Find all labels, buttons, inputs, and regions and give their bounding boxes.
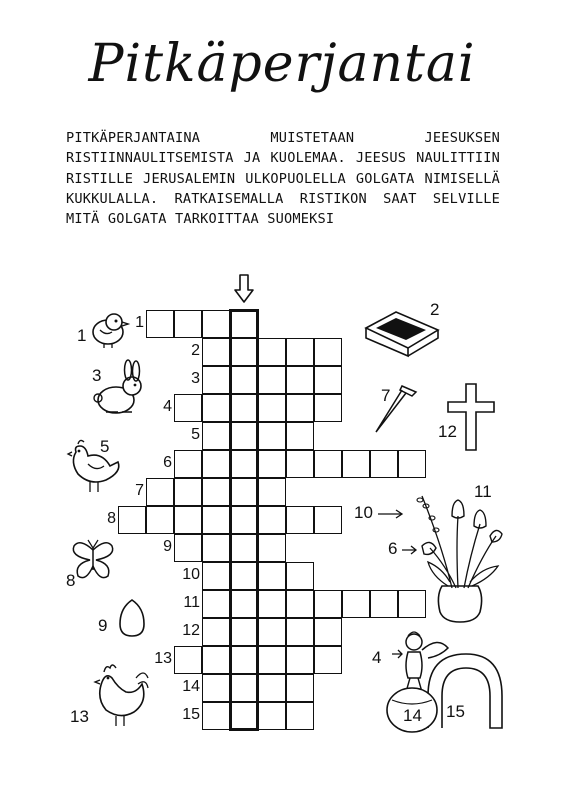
picture-number: 6 xyxy=(388,539,398,558)
crossword-cell[interactable] xyxy=(286,394,314,422)
picture-number: 9 xyxy=(98,616,108,635)
solution-column xyxy=(229,309,259,731)
clue-number: 4 xyxy=(163,398,172,415)
crossword-cell[interactable] xyxy=(202,338,230,366)
crossword-cell[interactable] xyxy=(258,506,286,534)
crossword-cell[interactable] xyxy=(314,506,342,534)
crossword-cell[interactable] xyxy=(202,310,230,338)
clue-number: 7 xyxy=(135,482,144,499)
crossword-cell[interactable] xyxy=(258,422,286,450)
crossword-cell[interactable] xyxy=(202,618,230,646)
picture-number: 8 xyxy=(66,571,76,590)
crossword-cell[interactable] xyxy=(314,338,342,366)
egg-icon xyxy=(116,598,148,638)
rabbit-icon xyxy=(92,360,148,418)
crossword-cell[interactable] xyxy=(258,618,286,646)
clue-number: 2 xyxy=(191,342,200,359)
crossword-cell[interactable] xyxy=(258,646,286,674)
crossword-cell[interactable] xyxy=(398,450,426,478)
crossword-cell[interactable] xyxy=(258,394,286,422)
crossword-cell[interactable] xyxy=(202,394,230,422)
willow-icon xyxy=(376,508,406,520)
crossword-cell[interactable] xyxy=(202,646,230,674)
butterfly-icon xyxy=(70,538,116,582)
crossword-cell[interactable] xyxy=(174,534,202,562)
picture-number: 12 xyxy=(438,422,457,441)
clue-number: 3 xyxy=(191,370,200,387)
crossword-cell[interactable] xyxy=(342,590,370,618)
rooster-icon xyxy=(92,658,150,728)
picture-number: 15 xyxy=(446,702,465,721)
page-title: Pitkäperjantai xyxy=(88,34,476,94)
crossword-cell[interactable] xyxy=(286,506,314,534)
crossword-cell[interactable] xyxy=(202,422,230,450)
picture-number: 7 xyxy=(381,386,391,405)
intro-text: PITKÄPERJANTAINA MUISTETAAN JEESUKSEN RISTIINNAULITSEMISTA JA KUOLEMAA. JEESUS NAULITTIIN RISTILLE JERUSALEMIN ULKOPUOLELLA GOLGATA NIMISELLÄ KUKKULALLA. RATKAISEMALLA RISTIKON SAAT SELVILLE MITÄ GOLGATA TARKOITTAA SUOMEKSI xyxy=(66,130,500,228)
arrow-down-icon xyxy=(233,274,255,304)
crossword-cell[interactable] xyxy=(118,506,146,534)
hen-icon xyxy=(66,432,126,496)
crossword-cell[interactable] xyxy=(258,338,286,366)
picture-number: 5 xyxy=(100,437,110,456)
crossword-cell[interactable] xyxy=(258,590,286,618)
crossword-cell[interactable] xyxy=(342,450,370,478)
crossword-cell[interactable] xyxy=(286,702,314,730)
clue-number: 13 xyxy=(154,650,172,667)
picture-number: 14 xyxy=(403,706,422,725)
narcissus-icon xyxy=(412,486,508,626)
crossword-cell[interactable] xyxy=(258,450,286,478)
picture-number: 3 xyxy=(92,366,102,385)
crossword-cell[interactable] xyxy=(202,702,230,730)
crossword-cell[interactable] xyxy=(286,366,314,394)
crossword-cell[interactable] xyxy=(202,450,230,478)
clue-number: 15 xyxy=(182,706,200,723)
clue-number: 8 xyxy=(107,510,116,527)
crossword-cell[interactable] xyxy=(286,646,314,674)
crossword-cell[interactable] xyxy=(258,534,286,562)
crossword-cell[interactable] xyxy=(286,562,314,590)
crossword-cell[interactable] xyxy=(286,338,314,366)
crossword-cell[interactable] xyxy=(286,618,314,646)
crossword-cell[interactable] xyxy=(174,506,202,534)
clue-number: 1 xyxy=(135,314,144,331)
clue-number: 9 xyxy=(163,538,172,555)
clue-number: 10 xyxy=(182,566,200,583)
crossword-cell[interactable] xyxy=(314,450,342,478)
crossword-cell[interactable] xyxy=(202,674,230,702)
crossword-cell[interactable] xyxy=(314,394,342,422)
crossword-cell[interactable] xyxy=(258,366,286,394)
crossword-cell[interactable] xyxy=(314,366,342,394)
crossword-cell[interactable] xyxy=(174,310,202,338)
crossword-cell[interactable] xyxy=(174,646,202,674)
crossword-cell[interactable] xyxy=(258,674,286,702)
crossword-cell[interactable] xyxy=(202,478,230,506)
clue-number: 5 xyxy=(191,426,200,443)
crossword-cell[interactable] xyxy=(202,590,230,618)
picture-number: 11 xyxy=(474,482,492,501)
crossword-cell[interactable] xyxy=(286,590,314,618)
crossword-cell[interactable] xyxy=(370,590,398,618)
picture-number: 13 xyxy=(70,707,89,726)
chick-icon xyxy=(88,310,130,348)
crossword-cell[interactable] xyxy=(314,646,342,674)
crossword-cell[interactable] xyxy=(258,702,286,730)
crossword-cell[interactable] xyxy=(202,506,230,534)
clue-number: 6 xyxy=(163,454,172,471)
crossword-cell[interactable] xyxy=(202,562,230,590)
crossword-cell[interactable] xyxy=(174,450,202,478)
clue-number: 12 xyxy=(182,622,200,639)
crossword-cell[interactable] xyxy=(286,450,314,478)
crossword-cell[interactable] xyxy=(286,674,314,702)
picture-number: 2 xyxy=(430,300,440,319)
crossword-cell[interactable] xyxy=(146,310,174,338)
crossword-cell[interactable] xyxy=(258,478,286,506)
crossword-cell[interactable] xyxy=(146,478,174,506)
crossword-cell[interactable] xyxy=(174,478,202,506)
picture-number: 4 xyxy=(372,648,382,667)
clue-number: 14 xyxy=(182,678,200,695)
picture-number: 10 xyxy=(354,503,373,522)
crossword-cell[interactable] xyxy=(202,534,230,562)
crossword-cell[interactable] xyxy=(314,590,342,618)
crossword-cell[interactable] xyxy=(202,366,230,394)
crossword-cell[interactable] xyxy=(286,422,314,450)
crossword-cell[interactable] xyxy=(174,394,202,422)
picture-number: 1 xyxy=(77,326,87,345)
crossword-cell[interactable] xyxy=(146,506,174,534)
clue-number: 11 xyxy=(183,594,200,611)
nail-icon xyxy=(372,382,418,434)
crossword-cell[interactable] xyxy=(370,450,398,478)
crossword-cell[interactable] xyxy=(258,562,286,590)
crossword-cell[interactable] xyxy=(314,618,342,646)
